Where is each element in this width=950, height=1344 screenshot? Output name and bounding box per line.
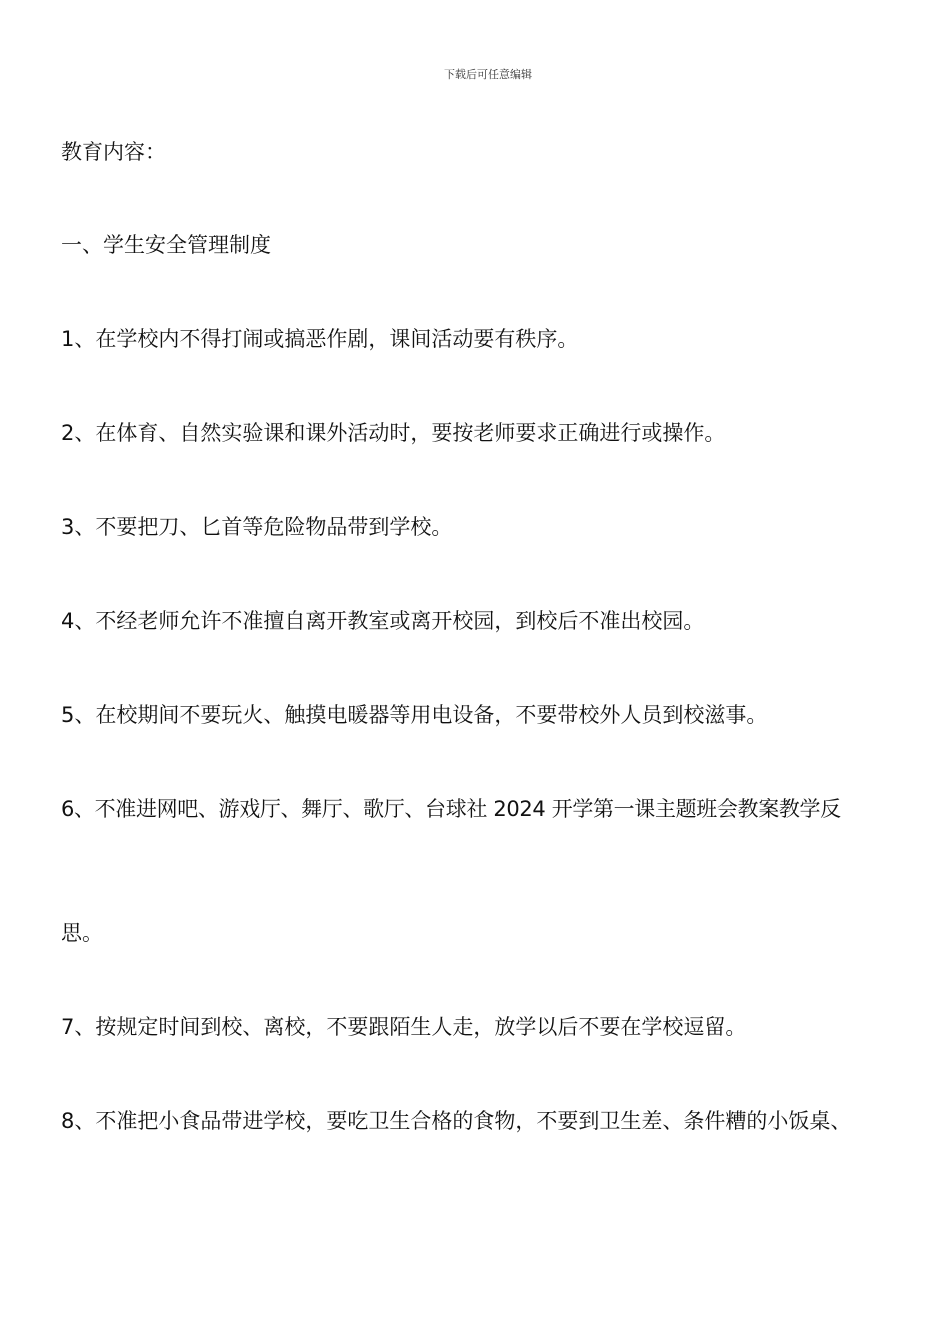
rule-item-2: 2、在体育、自然实验课和课外活动时，要按老师要求正确进行或操作。 (61, 421, 726, 445)
section-title: 一、学生安全管理制度 (61, 233, 271, 257)
rule-item-1: 1、在学校内不得打闹或搞恶作剧，课间活动要有秩序。 (61, 327, 579, 351)
header-note: 下载后可任意编辑 (444, 68, 532, 81)
rule-item-6-continuation: 思。 (61, 921, 103, 945)
rule-item-4: 4、不经老师允许不准擅自离开教室或离开校园，到校后不准出校园。 (61, 609, 705, 633)
rule-item-5: 5、在校期间不要玩火、触摸电暖器等用电设备，不要带校外人员到校滋事。 (61, 703, 768, 727)
rule-item-7: 7、按规定时间到校、离校，不要跟陌生人走，放学以后不要在学校逗留。 (61, 1015, 747, 1039)
content-heading: 教育内容： (61, 140, 166, 164)
rule-item-8: 8、不准把小食品带进学校，要吃卫生合格的食物，不要到卫生差、条件糟的小饭桌、 (61, 1109, 852, 1133)
rule-item-3: 3、不要把刀、匕首等危险物品带到学校。 (61, 515, 453, 539)
rule-item-6: 6、不准进网吧、游戏厅、舞厅、歌厅、台球社 2024 开学第一课主题班会教案教学反 (61, 797, 841, 821)
